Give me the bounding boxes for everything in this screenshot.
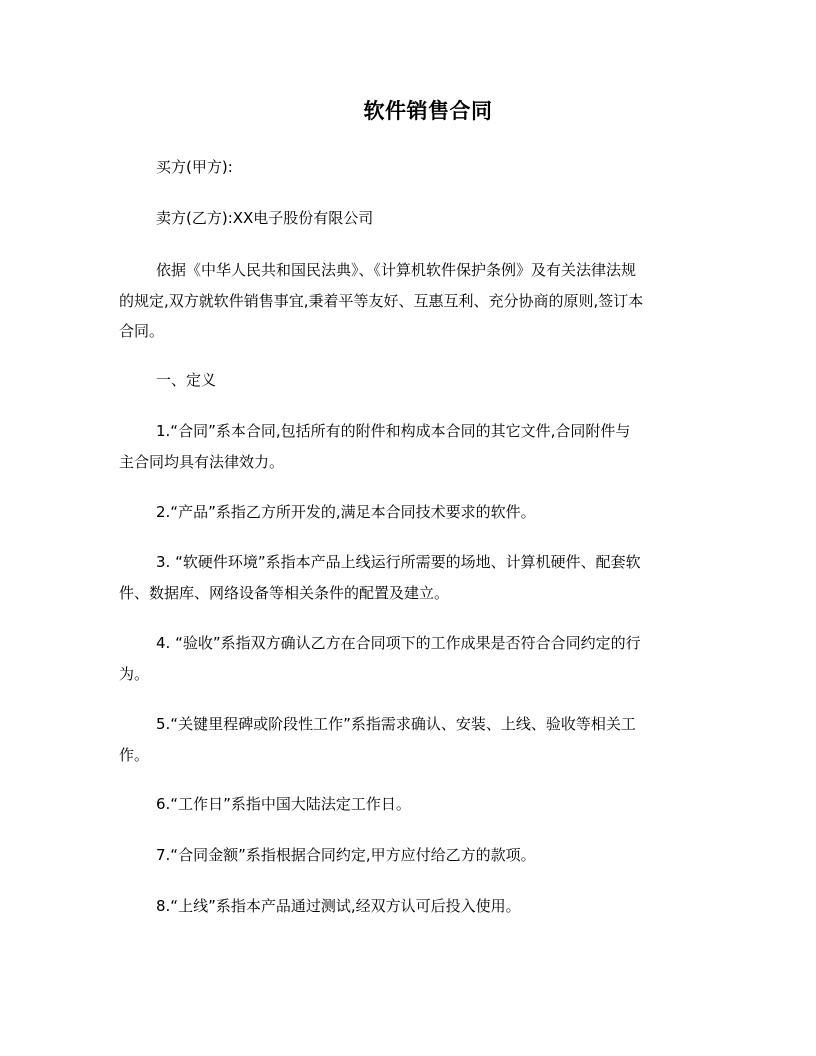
buyer-text: 买方(甲方): (156, 158, 233, 176)
definition-line: 2.“产品”系指乙方所开发的,满足本合同技术要求的软件。 (156, 503, 536, 521)
definition-line: 7.“合同金额”系指根据合同约定,甲方应付给乙方的款项。 (156, 846, 536, 864)
seller-line (119, 203, 699, 234)
definition-item (119, 891, 699, 922)
definition-line: 8.“上线”系指本产品通过测试,经双方认可后投入使用。 (156, 897, 521, 915)
definition-line: 4. “验收”系指双方确认乙方在合同项下的工作成果是否符合合同约定的行 (156, 634, 641, 652)
definition-line: 件、数据库、网络设备等相关条件的配置及建立。 (119, 583, 450, 602)
definition-line: 主合同均具有法律效力。 (119, 452, 285, 471)
section-heading-text: 一、定义 (156, 371, 217, 389)
definition-item (119, 416, 699, 477)
definition-line: 3. “软硬件环境”系指本产品上线运行所需要的场地、计算机硬件、配套软 (156, 553, 641, 571)
definition-item (119, 789, 699, 820)
definition-item (119, 497, 699, 528)
seller-text: 卖方(乙方):XX电子股份有限公司 (156, 209, 374, 227)
section-heading (119, 365, 699, 396)
definition-line: 6.“工作日”系指中国大陆法定工作日。 (156, 795, 411, 813)
definition-item (119, 547, 699, 608)
definition-item (119, 840, 699, 871)
definition-line: 5.“关键里程碑或阶段性工作”系指需求确认、安装、上线、验收等相关工 (156, 715, 636, 733)
document-title: 软件销售合同 (363, 98, 493, 123)
preamble-line: 依据《中华人民共和国民法典》、《计算机软件保护条例》及有关法律法规 (156, 261, 637, 279)
definition-line: 作。 (119, 745, 150, 764)
preamble-paragraph (119, 255, 699, 347)
buyer-line (119, 152, 699, 183)
definition-item (119, 709, 699, 770)
preamble-line: 合同。 (119, 322, 165, 340)
definition-line: 1.“合同”系本合同,包括所有的附件和构成本合同的其它文件,合同附件与 (156, 422, 631, 440)
preamble-line: 的规定,双方就软件销售事宜,秉着平等友好、互惠互利、充分协商的原则,签订本 (119, 291, 644, 310)
definition-line: 为。 (119, 664, 150, 683)
definition-item (119, 628, 699, 689)
